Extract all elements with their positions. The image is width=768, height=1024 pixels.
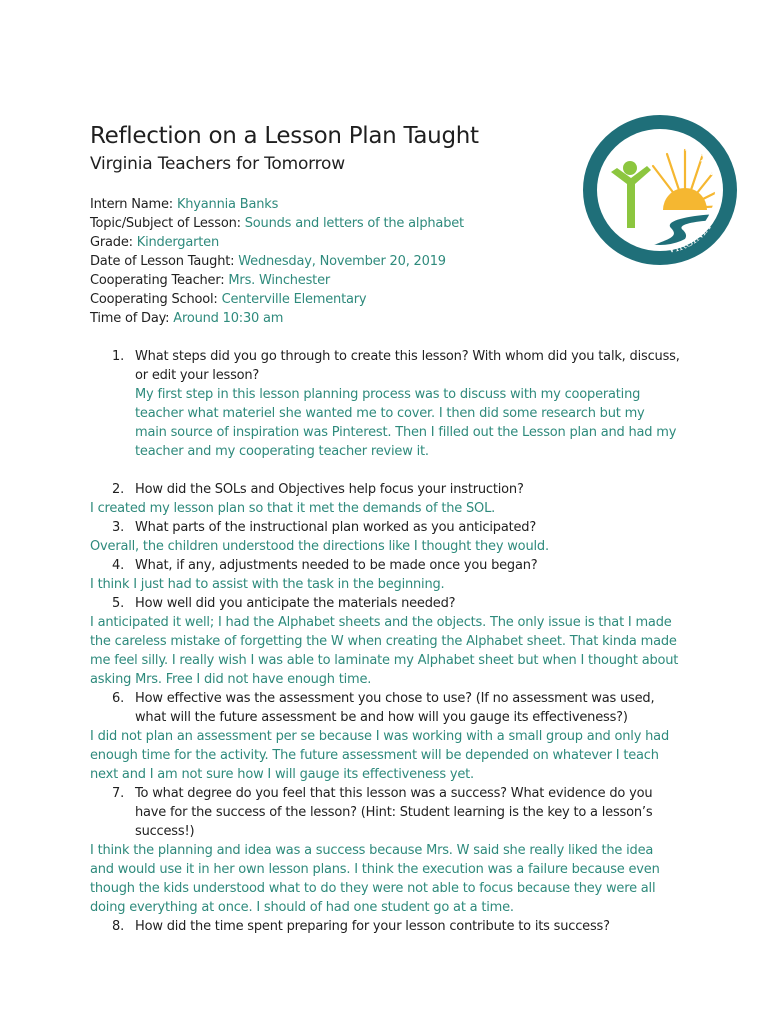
answer-4: I think I just had to assist with the task in the beginning.: [90, 577, 445, 592]
field-topic: Topic/Subject of Lesson: Sounds and letters of the alphabet: [90, 216, 464, 231]
answer-6: I did not plan an assessment per se because I was working with a small group and only had enough time for the activity. The future assessment will be depended on whatever I teach next and I am not sure how I will gauge its effectiveness yet.: [90, 729, 670, 782]
reflection-questions: [90, 347, 680, 936]
answer-3: Overall, the children understood the directions like I thought they would.: [90, 539, 549, 554]
field-grade: Grade: Kindergarten: [90, 235, 220, 250]
page-subtitle: Virginia Teachers for Tomorrow: [90, 154, 345, 174]
field-time-of-day: Time of Day: Around 10:30 am: [90, 311, 284, 326]
question-4: 4. What, if any, adjustments needed to be made once you began?: [112, 558, 538, 573]
question-6: 6. How effective was the assessment you chose to use? (If no assessment was used, what will the future assessment be and how will you gauge its effectiveness?): [112, 691, 655, 725]
field-cooperating-teacher: Cooperating Teacher: Mrs. Winchester: [90, 273, 331, 288]
lesson-info-fields: [90, 195, 560, 328]
field-cooperating-school: Cooperating School: Centerville Elementary: [90, 292, 367, 307]
person-figure-icon: [611, 161, 651, 228]
page-title: Reflection on a Lesson Plan Taught: [90, 123, 479, 149]
field-date: Date of Lesson Taught: Wednesday, November 20, 2019: [90, 254, 446, 269]
answer-2: I created my lesson plan so that it met the demands of the SOL.: [90, 501, 496, 516]
field-intern-name: Intern Name: Khyannia Banks: [90, 197, 279, 212]
answer-7: I think the planning and idea was a success because Mrs. W said she really liked the idea and would use it in her own lesson plans. I think the execution was a failure because even though the kids understood what to do they were not able to focus because they were all doing everything at once. I should of had one student go at a time.: [90, 843, 660, 915]
question-8: 8. How did the time spent preparing for your lesson contribute to its success?: [112, 919, 610, 934]
answer-5: I anticipated it well; I had the Alphabet sheets and the objects. The only issue is that I made the careless mistake of forgetting the W when creating the Alphabet sheet. That kinda made me feel silly. I really wish I was able to laminate my Alphabet sheet but when I thought about asking Mrs. Free I did not have enough time.: [90, 615, 679, 687]
virginia-teachers-logo: [575, 110, 745, 270]
question-7: 7. To what degree do you feel that this lesson was a success? What evidence do you have for the success of the lesson? (Hint: Student learning is the key to a lesson’s success!): [112, 786, 653, 839]
question-2: 2. How did the SOLs and Objectives help focus your instruction?: [112, 482, 524, 497]
question-3: 3. What parts of the instructional plan worked as you anticipated?: [112, 520, 537, 535]
question-5: 5. How well did you anticipate the materials needed?: [112, 596, 456, 611]
logo-arc-bottom-text: VIRGINIA: [667, 222, 714, 256]
question-1: 1. What steps did you go through to create this lesson? With whom did you talk, discuss, or edit your lesson?: [112, 349, 680, 383]
answer-1: My first step in this lesson planning process was to discuss with my cooperating teacher what materiel she wanted me to cover. I then did some research but my main source of inspiration was Pinterest. Then I filled out the Lesson plan and had my teacher and my cooperating teacher review it.: [135, 387, 677, 459]
logo-arc-top-text: Teachers for Tomorrow: [598, 134, 722, 179]
